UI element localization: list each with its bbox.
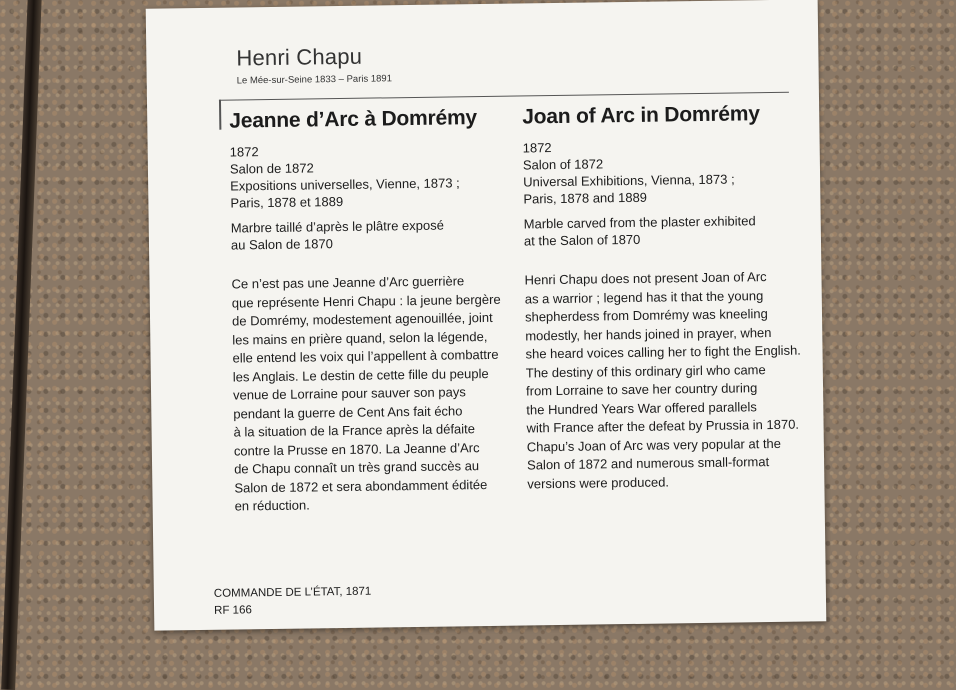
french-title: Jeanne d’Arc à Domrémy bbox=[229, 106, 478, 133]
french-medium bbox=[231, 216, 511, 254]
english-medium bbox=[524, 211, 824, 249]
french-medium-line: Marbre taillé d’après le plâtre exposé bbox=[230, 217, 445, 236]
english-meta-line: 1872 bbox=[522, 140, 552, 156]
french-desc-line: que représente Henri Chapu : la jeune bergère bbox=[231, 291, 501, 311]
french-desc-line: venue de Lorraine pour sauver son pays bbox=[232, 384, 466, 403]
commission-text: COMMANDE DE L’ÉTAT, 1871 bbox=[213, 585, 372, 600]
english-meta-line: Universal Exhibitions, Vienna, 1873 ; bbox=[523, 171, 735, 190]
english-desc-line: Salon of 1872 and numerous small-format bbox=[526, 454, 770, 473]
english-description bbox=[524, 267, 827, 493]
museum-label-placard bbox=[146, 0, 827, 631]
french-desc-line: Salon de 1872 et sera abondamment éditée bbox=[234, 476, 488, 496]
inventory-number: RF 166 bbox=[214, 604, 252, 617]
english-medium-line: Marble carved from the plaster exhibited bbox=[523, 213, 756, 232]
french-meta-line: Expositions universelles, Vienne, 1873 ; bbox=[230, 175, 460, 194]
french-desc-line: contre la Prusse en 1870. La Jeanne d’Arc bbox=[233, 439, 480, 459]
divider-vertical bbox=[219, 100, 221, 130]
french-meta bbox=[230, 140, 511, 212]
english-desc-line: Chapu’s Joan of Arc was very popular at the bbox=[526, 435, 782, 454]
french-desc-line: de Domrémy, modestement agenouillée, joint bbox=[231, 309, 493, 329]
french-description bbox=[231, 272, 514, 516]
english-meta-line: Paris, 1878 and 1889 bbox=[523, 189, 648, 207]
english-desc-line: she heard voices calling her to fight the English. bbox=[525, 342, 801, 362]
english-desc-line: as a warrior ; legend has it that the young bbox=[524, 287, 764, 306]
french-desc-line: les mains en prière quand, selon la légende, bbox=[232, 328, 488, 348]
english-desc-line: The destiny of this ordinary girl who came bbox=[525, 361, 766, 380]
footer bbox=[214, 584, 372, 620]
french-desc-line: pendant la guerre de Cent Ans fait écho bbox=[233, 402, 463, 422]
english-meta bbox=[523, 135, 824, 207]
french-desc-line: les Anglais. Le destin de cette fille du peuple bbox=[232, 365, 489, 385]
floor-seam bbox=[1, 0, 42, 690]
english-meta-line: Salon of 1872 bbox=[522, 156, 604, 173]
french-meta-line: Paris, 1878 et 1889 bbox=[230, 193, 344, 211]
english-desc-line: versions were produced. bbox=[527, 473, 670, 491]
divider-horizontal bbox=[219, 92, 789, 101]
artist-dates: Le Mée-sur-Seine 1833 – Paris 1891 bbox=[236, 73, 393, 87]
french-medium-line: au Salon de 1870 bbox=[230, 236, 334, 253]
english-title: Joan of Arc in Domrémy bbox=[522, 102, 760, 129]
english-column bbox=[522, 99, 827, 493]
french-column bbox=[229, 104, 515, 516]
english-desc-line: the Hundred Years War offered parallels bbox=[526, 398, 757, 417]
english-medium-line: at the Salon of 1870 bbox=[523, 231, 641, 249]
french-desc-line: elle entend les voix qui l’appellent à combattre bbox=[232, 346, 499, 366]
french-meta-line: Salon de 1872 bbox=[229, 160, 314, 177]
french-desc-line: Ce n’est pas une Jeanne d’Arc guerrière bbox=[231, 273, 465, 292]
english-desc-line: with France after the defeat by Prussia in 1870. bbox=[526, 416, 800, 436]
english-desc-line: from Lorraine to save her country during bbox=[525, 380, 758, 399]
artist-name: Henri Chapu bbox=[236, 43, 363, 71]
french-meta-line: 1872 bbox=[229, 144, 259, 160]
english-desc-line: Henri Chapu does not present Joan of Arc bbox=[524, 269, 767, 288]
english-desc-line: modestly, her hands joined in prayer, when bbox=[525, 324, 772, 343]
french-desc-line: en réduction. bbox=[234, 497, 310, 514]
french-desc-line: de Chapu connaît un très grand succès au bbox=[234, 458, 480, 477]
french-desc-line: à la situation de la France après la défaite bbox=[233, 421, 476, 440]
english-desc-line: shepherdess from Domrémy was kneeling bbox=[524, 306, 768, 325]
